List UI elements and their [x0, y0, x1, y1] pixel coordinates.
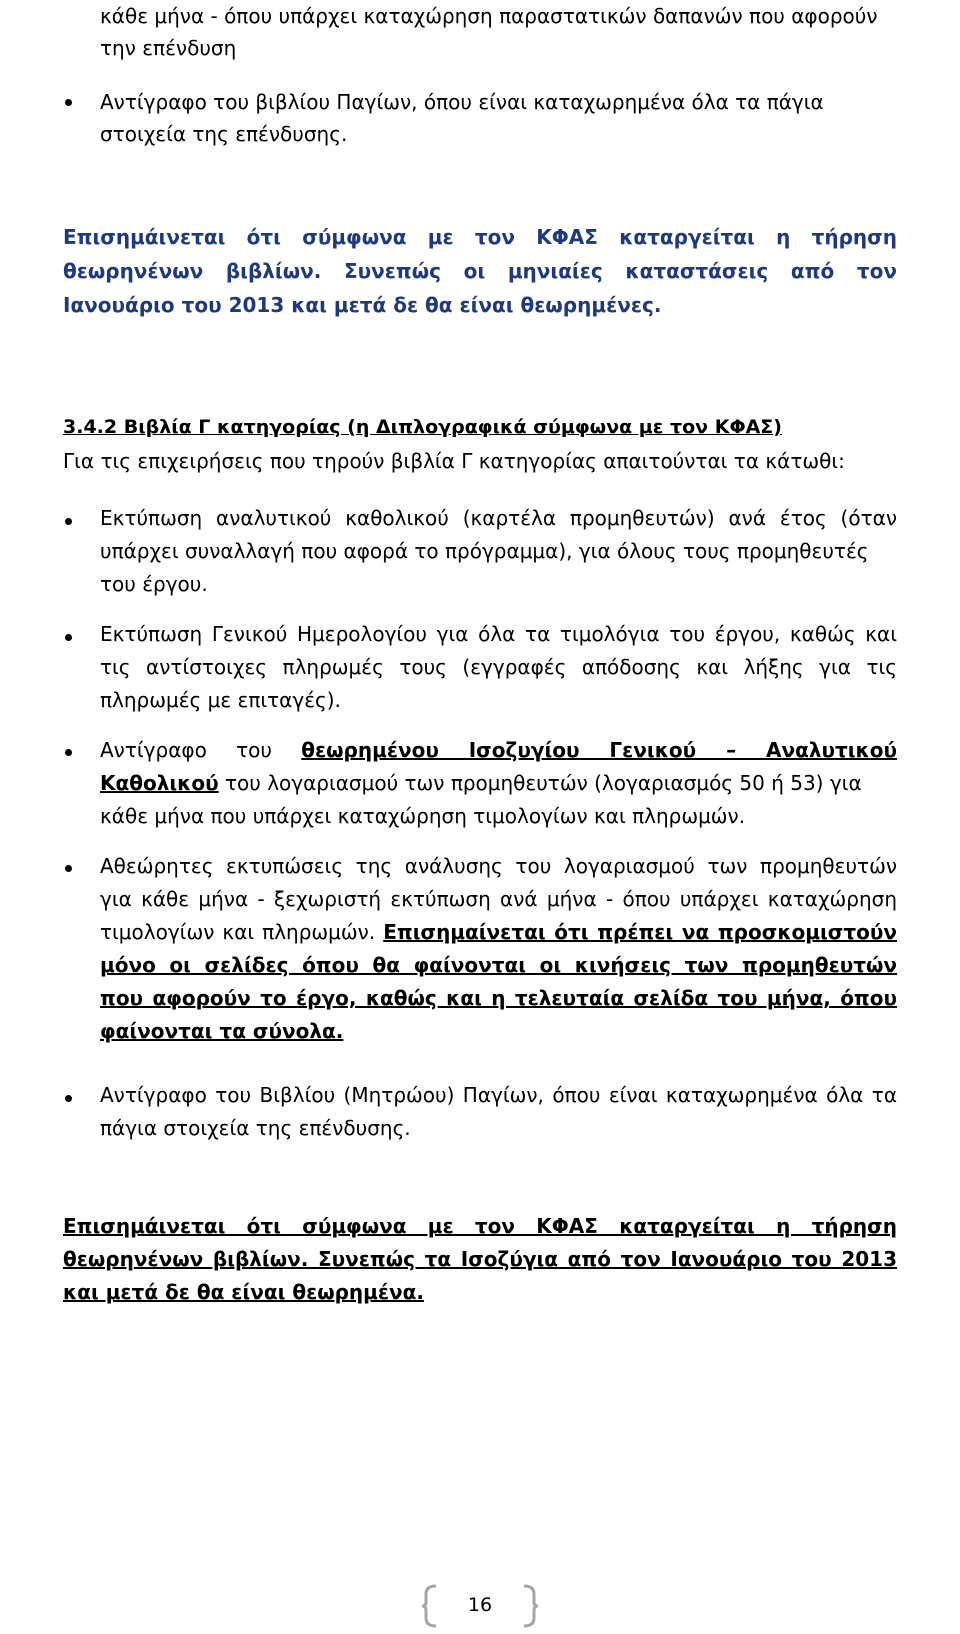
emphasis-text: φαίνονται τα σύνολα.: [100, 1019, 344, 1043]
list-item-line: τιμολογίων και πληρωμών.: [100, 920, 384, 944]
list-item-line: για κάθε μήνα - ξεχωριστή εκτύπωση ανά μήνα - όπου υπάρχει καταχώρηση: [100, 887, 897, 911]
list-item-line: Αθεώρητες εκτυπώσεις της ανάλυσης του λογαριασμού των προμηθευτών: [100, 854, 897, 878]
bullet-marker: [65, 749, 72, 756]
list-item-text: [100, 882, 897, 916]
notice-line: Επισημάινεται ότι σύμφωνα με τον ΚΦΑΣ καταργείται η τήρηση: [63, 225, 897, 249]
list-item-text: πάγια στοιχεία της επένδυσης.: [100, 1116, 411, 1140]
bullet-marker: [65, 634, 72, 641]
section-intro: Για τις επιχειρήσεις που τηρούν βιβλία Γ κατηγορίας απαιτούνται τα κάτωθι:: [63, 449, 845, 473]
list-item-text: [100, 1078, 897, 1112]
notice-text: [63, 1209, 897, 1243]
page-number: 16: [467, 1594, 493, 1616]
list-item-text: του έργου.: [100, 572, 208, 596]
list-item-line: Εκτύπωση αναλυτικού καθολικού (καρτέλα προμηθευτών) ανά έτος (όταν: [100, 506, 897, 530]
emphasis-line: που αφορούν το έργο, καθώς και η τελευταία σελίδα του μήνα, όπου: [100, 986, 897, 1010]
list-item-line: του λογαριασμού των προμηθευτών (λογαριασμός 50 ή 53) για: [218, 771, 862, 795]
section-heading: 3.4.2 Βιβλία Γ κατηγορίας (η Διπλογραφικά σύμφωνα με τον ΚΦΑΣ): [63, 416, 782, 438]
notice-line: θεωρηνένων βιβλίων.: [63, 259, 322, 283]
emphasis-text: θεωρημένου Ισοζυγίου Γενικού – Αναλυτικού: [301, 738, 898, 762]
list-item-text: [100, 617, 897, 651]
list-item-line: Αντίγραφο του: [100, 738, 302, 762]
emphasis-text: Καθολικού: [100, 771, 219, 795]
notice-line: Συνεπώς οι μηνιαίες καταστάσεις από τον: [321, 259, 897, 283]
list-item-text: Αντίγραφο του βιβλίου Παγίων, όπου είναι καταχωρημένα όλα τα πάγια: [100, 90, 824, 114]
list-item-text: [100, 501, 897, 535]
list-item-text: πληρωμές με επιταγές).: [100, 688, 341, 712]
list-item-line: τις αντίστοιχες πληρωμές τους (εγγραφές απόδοσης και λήξης για τις: [100, 655, 897, 679]
bullet-marker: [65, 1095, 72, 1102]
continuation-text: κάθε μήνα - όπου υπάρχει καταχώρηση παραστατικών δαπανών που αφορούν: [100, 4, 878, 28]
notice-text: και μετά δε θα είναι θεωρημένα.: [63, 1280, 424, 1304]
notice-text: [63, 254, 897, 288]
emphasis-text: [100, 981, 897, 1015]
bullet-marker: [65, 518, 72, 525]
left-brace-icon: [420, 1584, 440, 1628]
list-item-text: [100, 849, 897, 883]
bullet-marker: [65, 865, 72, 872]
continuation-text: την επένδυση: [100, 36, 237, 60]
notice-line: θεωρηνένων βιβλίων. Συνεπώς τα Ισοζύγια από τον Ιανουάριο του 2013: [63, 1247, 897, 1271]
list-item-text: [100, 915, 897, 949]
list-item-text: υπάρχει συναλλαγή που αφορά το πρόγραμμα), για όλους τους προμηθευτές: [100, 539, 869, 563]
bullet-marker: [65, 99, 72, 106]
list-item-text: [100, 650, 897, 684]
emphasis-line: μόνο οι σελίδες όπου θα φαίνονται οι κινήσεις των προμηθευτών: [100, 953, 897, 977]
emphasis-text: [100, 948, 897, 982]
list-item-text: [100, 733, 897, 767]
list-item-text: [100, 766, 862, 800]
notice-text: Ιανουάριο του 2013 και μετά δε θα είναι θεωρημένες.: [63, 293, 662, 317]
notice-text: [63, 1242, 897, 1276]
list-item-line: Εκτύπωση Γενικού Ημερολογίου για όλα τα τιμολόγια του έργου, καθώς και: [100, 622, 897, 646]
notice-line: Επισημάινεται ότι σύμφωνα με τον ΚΦΑΣ καταργείται η τήρηση: [63, 1214, 897, 1238]
list-item-text: στοιχεία της επένδυσης.: [100, 122, 348, 146]
list-item-line: Αντίγραφο του Βιβλίου (Μητρώου) Παγίων, όπου είναι καταχωρημένα όλα τα: [100, 1083, 897, 1107]
emphasis-text: Επισημαίνεται ότι πρέπει να προσκομιστούν: [383, 920, 897, 944]
notice-text: [63, 220, 897, 254]
right-brace-icon: [520, 1584, 540, 1628]
list-item-text: κάθε μήνα που υπάρχει καταχώρηση τιμολογίων και πληρωμών.: [100, 804, 746, 828]
